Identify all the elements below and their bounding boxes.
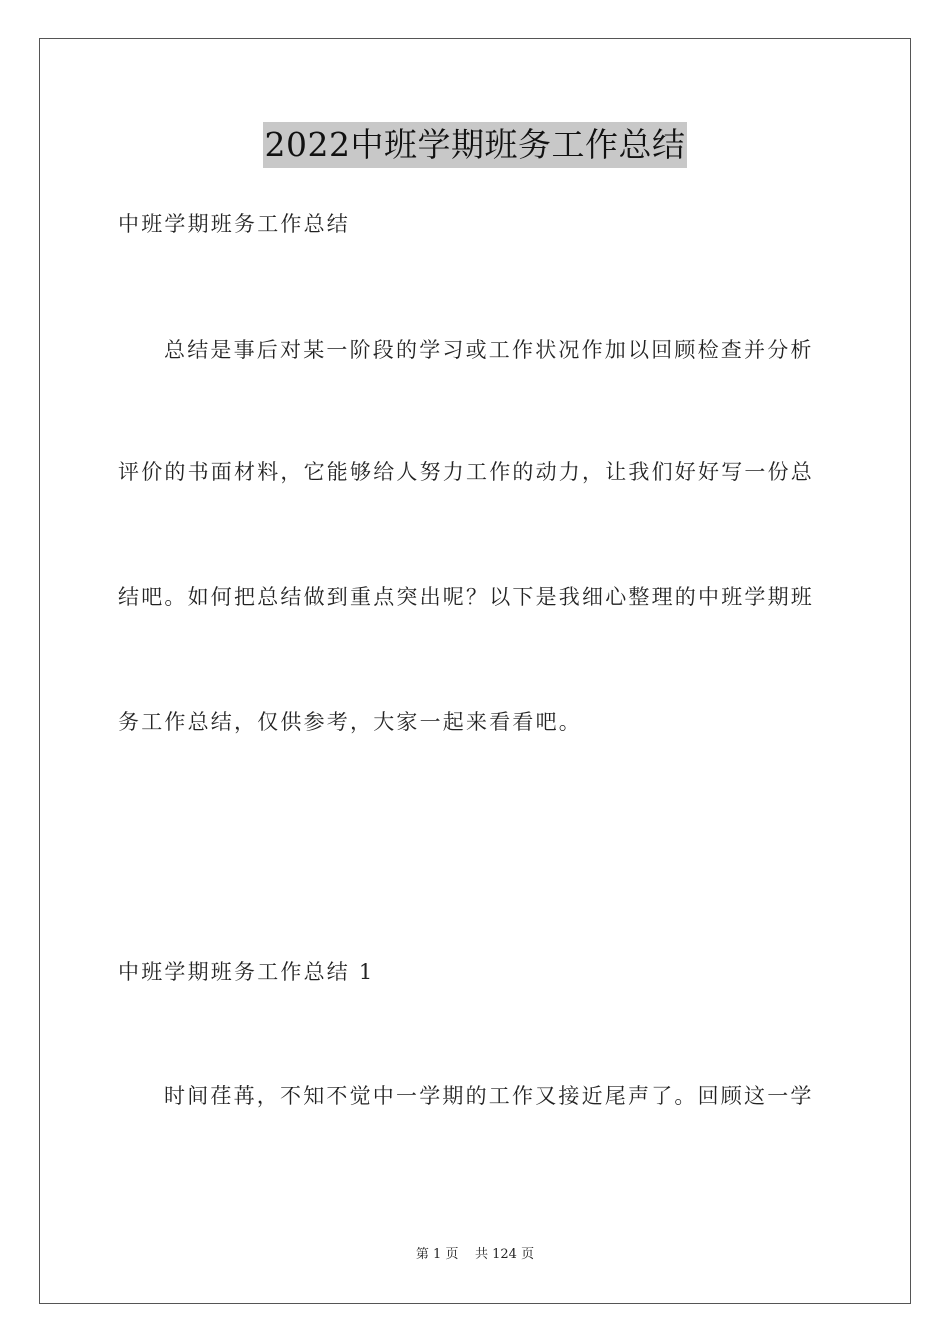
intro-line: 评价的书面材料，它能够给人努力工作的动力，让我们好好写一份总 — [118, 460, 814, 484]
section-line: 时间荏苒，不知不觉中一学期的工作又接近尾声了。回顾这一学 — [164, 1084, 814, 1108]
document-title: 2022中班学期班务工作总结 — [263, 122, 688, 168]
intro-line: 结吧。如何把总结做到重点突出呢？以下是我细心整理的中班学期班 — [118, 585, 814, 609]
intro-line: 务工作总结，仅供参考，大家一起来看看吧。 — [118, 710, 582, 734]
title-container — [0, 122, 950, 168]
document-subtitle: 中班学期班务工作总结 — [118, 212, 350, 236]
section-heading: 中班学期班务工作总结 1 — [118, 960, 375, 984]
intro-line: 总结是事后对某一阶段的学习或工作状况作加以回顾检查并分析 — [164, 338, 814, 362]
page-number: 第 1 页 共 124 页 — [415, 1247, 535, 1262]
